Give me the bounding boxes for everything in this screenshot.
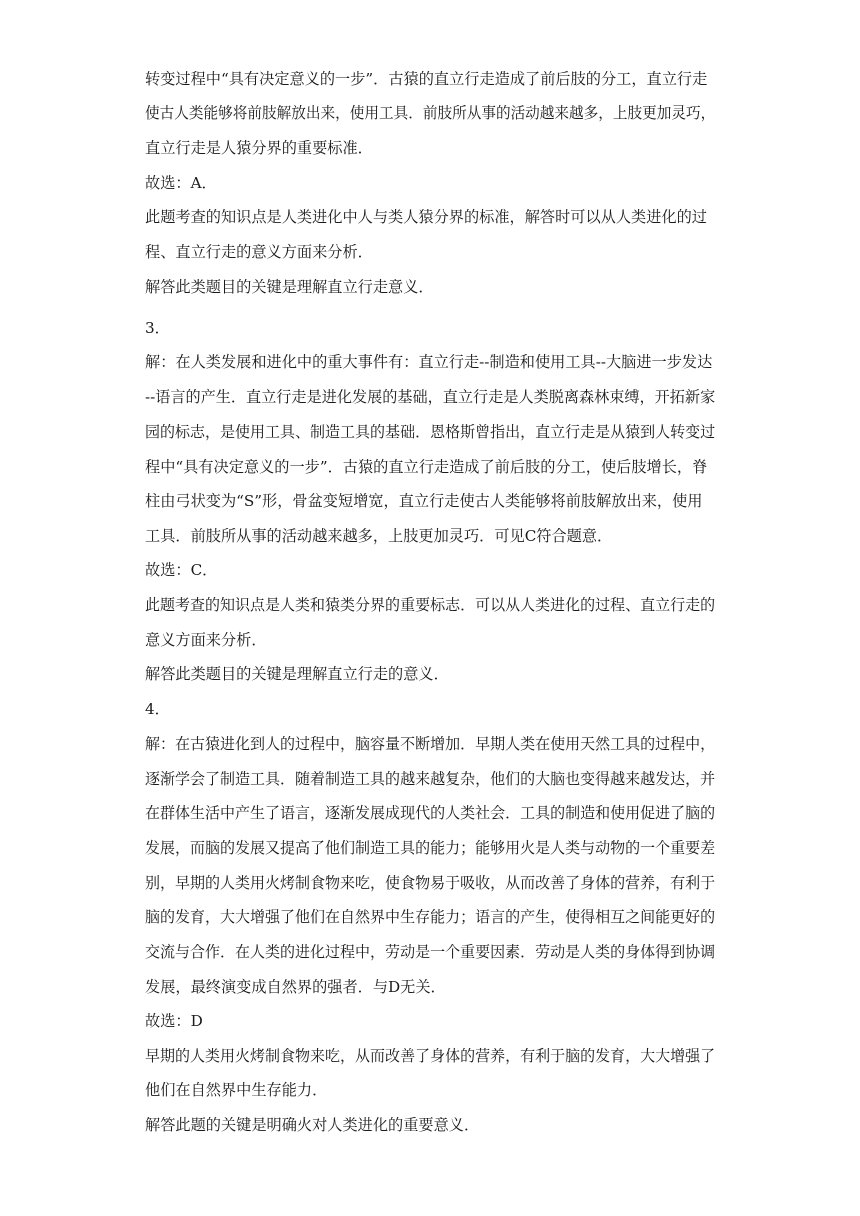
text-line: 他们在自然界中生存能力． <box>145 1081 328 1099</box>
text-line: 柱由弓状变为“S”形，骨盆变短增宽，直立行走使古人类能够将前肢解放出来，使用 <box>145 492 703 510</box>
text-line: 程、直立行走的意义方面来分析． <box>145 243 373 261</box>
text-line: 发展，最终演变成自然界的强者．与D无关． <box>145 978 446 996</box>
text-line: 故选：C． <box>145 561 218 579</box>
text-line: --语言的产生．直立行走是进化发展的基础，直立行走是人类脱离森林束缚，开拓新家 <box>145 388 716 406</box>
text-line: 此题考查的知识点是人类进化中人与类人猿分界的标准，解答时可以从人类进化的过 <box>145 208 707 226</box>
text-line: 使古人类能够将前肢解放出来，使用工具．前肢所从事的活动越来越多，上肢更加灵巧， <box>145 104 716 122</box>
text-line: 4． <box>145 700 170 718</box>
text-line: 逐渐学会了制造工具．随着制造工具的越来越复杂，他们的大脑也变得越来越发达，并 <box>145 770 716 788</box>
text-line: 解：在古猿进化到人的过程中，脑容量不断增加．早期人类在使用天然工具的过程中， <box>145 735 716 753</box>
text-line: 程中“具有决定意义的一步”．古猿的直立行走造成了前后肢的分工，使后肢增长，脊 <box>145 458 708 476</box>
text-line: 脑的发育，大大增强了他们在自然界中生存能力；语言的产生，使得相互之间能更好的 <box>145 908 716 926</box>
text-line: 此题考查的知识点是人类和猿类分界的重要标志．可以从人类进化的过程、直立行走的 <box>145 596 716 614</box>
text-line: 别，早期的人类用火烤制食物来吃，使食物易于吸收，从而改善了身体的营养，有利于 <box>145 874 716 892</box>
text-line: 转变过程中“具有决定意义的一步”．古猿的直立行走造成了前后肢的分工，直立行走 <box>145 70 708 88</box>
text-line: 故选：A． <box>145 174 217 192</box>
text-line: 故选：D <box>145 1012 203 1030</box>
text-line: 早期的人类用火烤制食物来吃，从而改善了身体的营养，有利于脑的发育，大大增强了 <box>145 1047 716 1065</box>
text-line: 3． <box>145 319 170 337</box>
text-line: 直立行走是人猿分界的重要标准． <box>145 139 373 157</box>
text-line: 交流与合作．在人类的进化过程中，劳动是一个重要因素．劳动是人类的身体得到协调 <box>145 943 716 961</box>
text-line: 解答此类题目的关键是理解直立行走的意义． <box>145 665 449 683</box>
text-line: 解答此类题目的关键是理解直立行走意义． <box>145 278 434 296</box>
text-line: 解答此题的关键是明确火对人类进化的重要意义． <box>145 1116 480 1134</box>
text-line: 工具．前肢所从事的活动越来越多，上肢更加灵巧．可见C符合题意． <box>145 527 613 545</box>
text-line: 解：在人类发展和进化中的重大事件有：直立行走--制造和使用工具--大脑进一步发达 <box>145 353 713 371</box>
text-line: 发展，而脑的发展又提高了他们制造工具的能力；能够用火是人类与动物的一个重要差 <box>145 839 716 857</box>
text-line: 意义方面来分析． <box>145 631 267 649</box>
text-line: 园的标志，是使用工具、制造工具的基础．恩格斯曾指出，直立行走是从猿到人转变过 <box>145 423 716 441</box>
text-line: 在群体生活中产生了语言，逐渐发展成现代的人类社会．工具的制造和使用促进了脑的 <box>145 804 716 822</box>
